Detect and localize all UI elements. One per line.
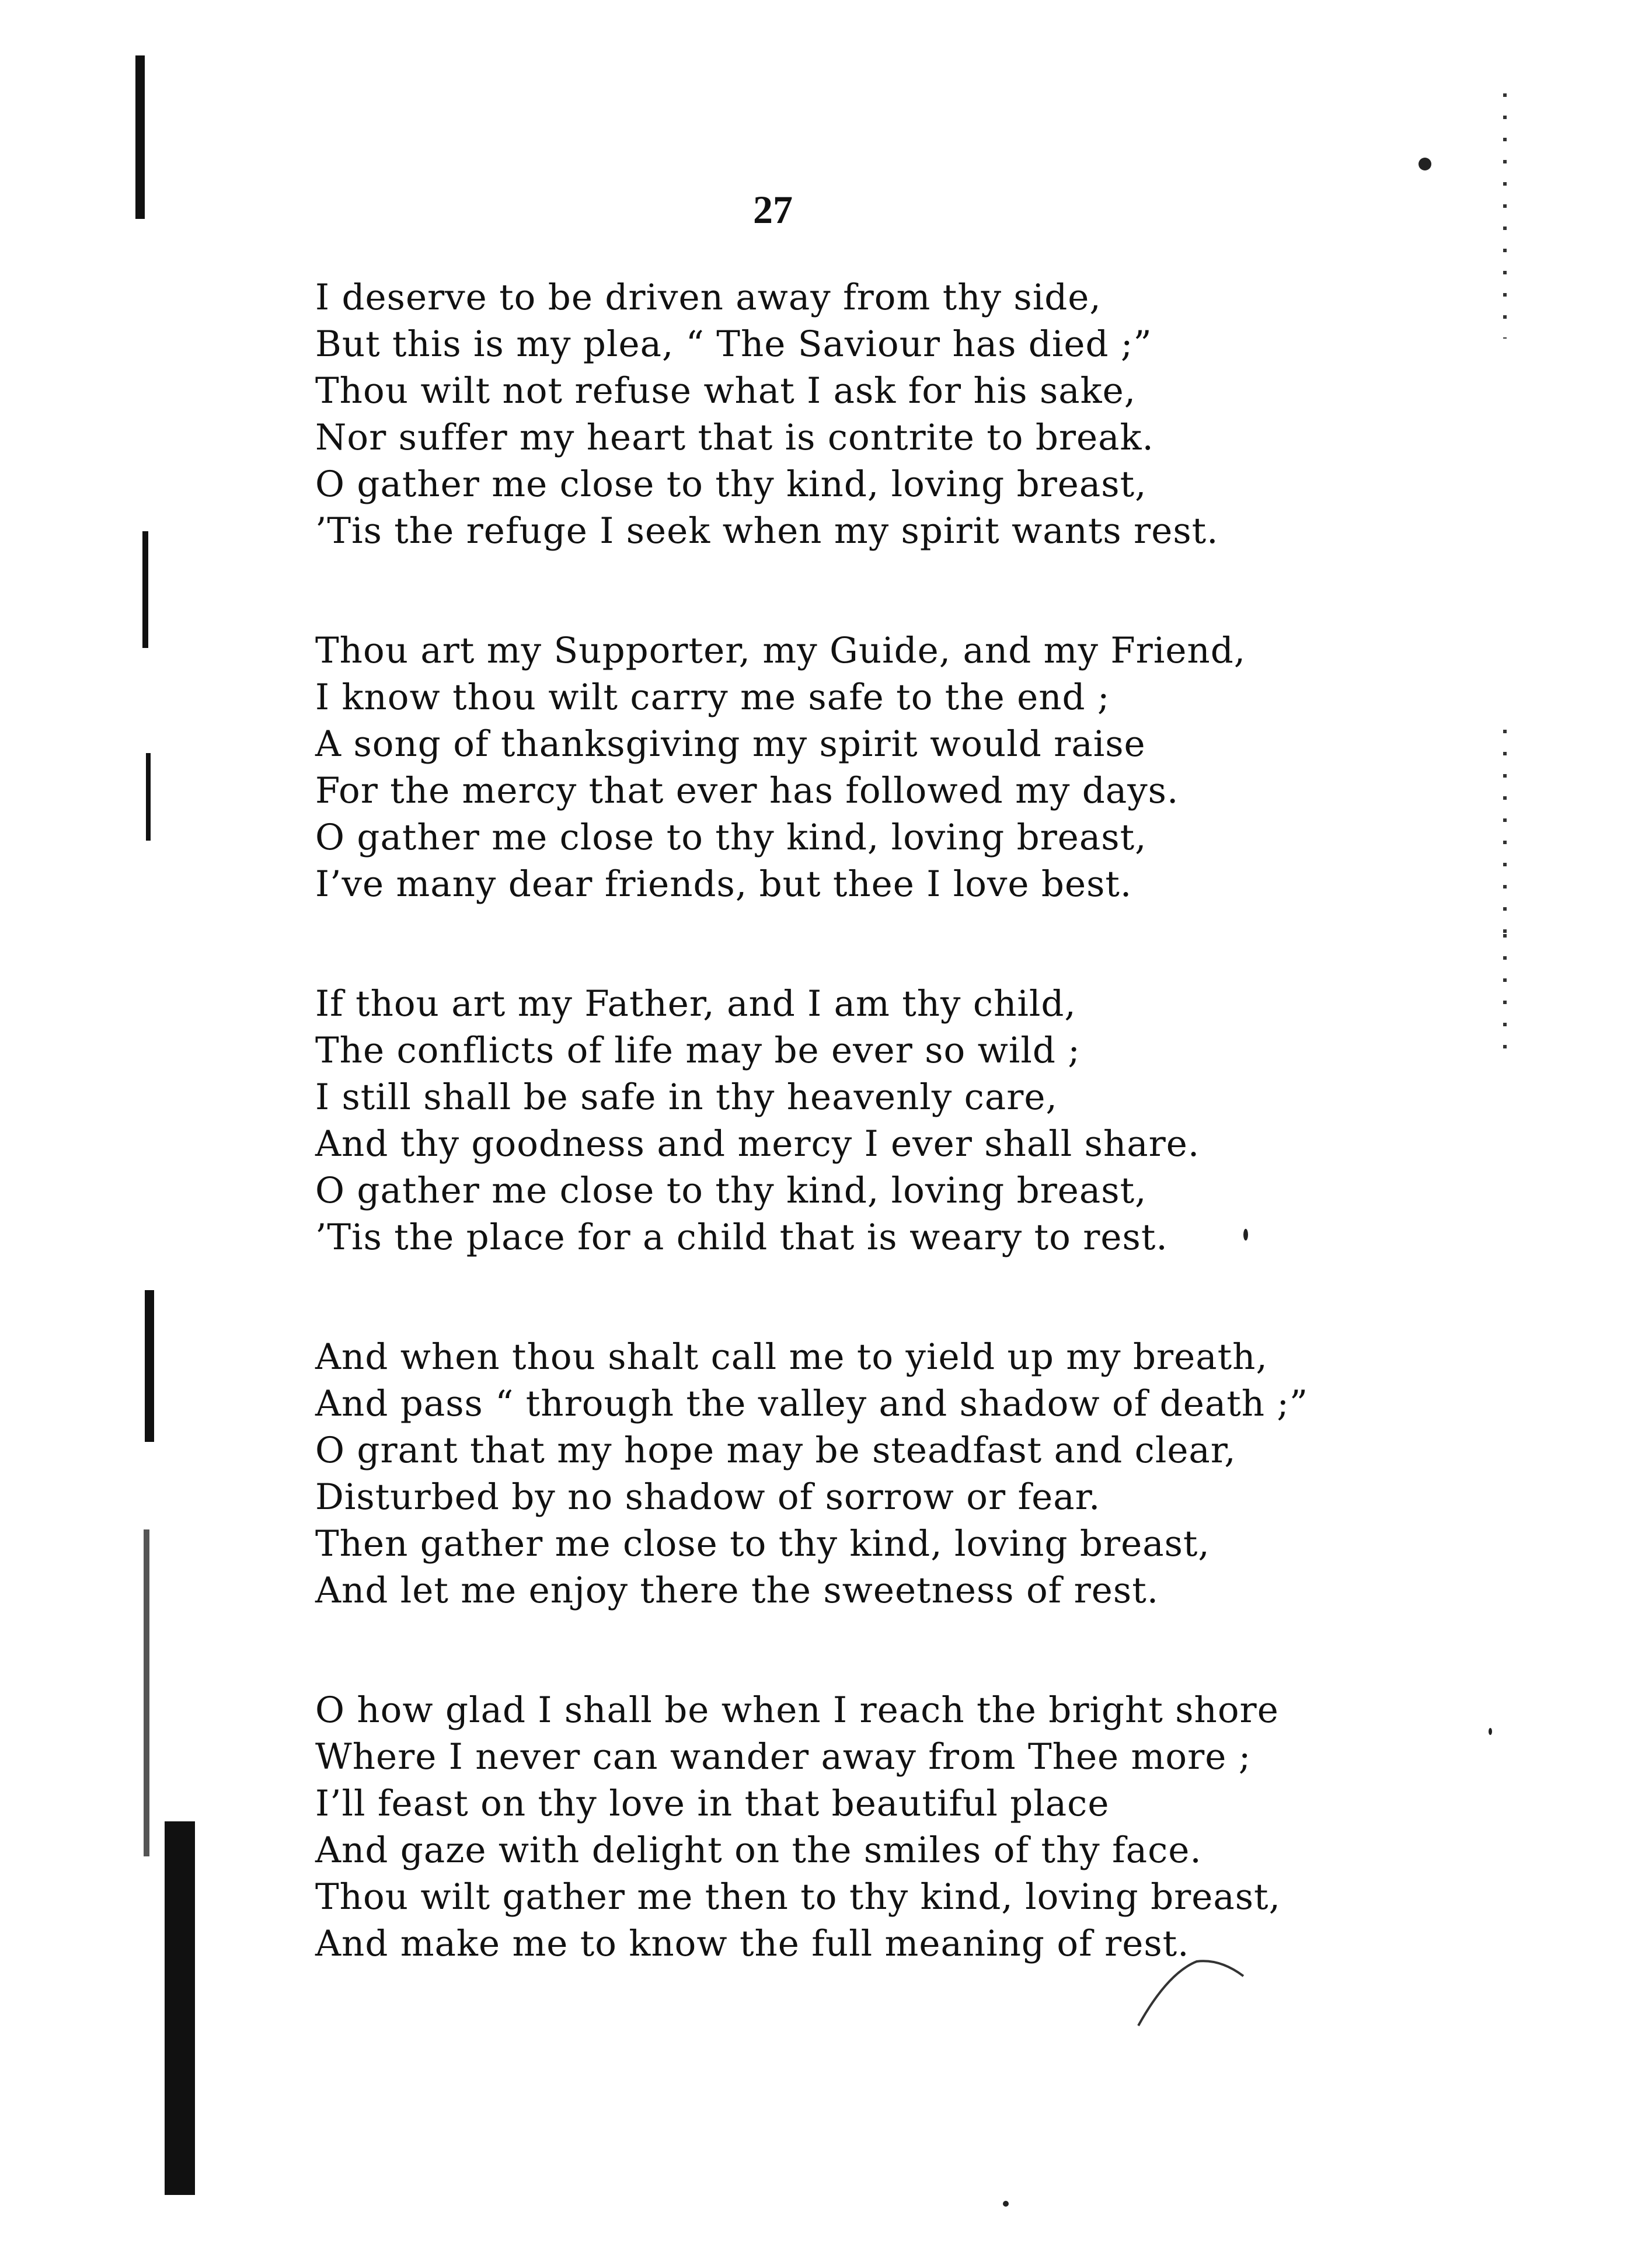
poem-line: Thou wilt not refuse what I ask for his sake, [315, 370, 1137, 412]
speck [1489, 1728, 1492, 1735]
poem-line: Then gather me close to thy kind, loving breast, [315, 1523, 1210, 1564]
poem-line: If thou art my Father, and I am thy child, [315, 983, 1076, 1025]
page-number: 27 [753, 187, 793, 232]
poem-line: O how glad I shall be when I reach the bright shore [315, 1689, 1279, 1731]
binding-edge-foot [165, 1821, 195, 2195]
poem-line: And let me enjoy there the sweetness of rest. [315, 1570, 1159, 1611]
poem-line: ’Tis the place for a child that is weary to rest. [315, 1217, 1168, 1258]
stanza [315, 1687, 1366, 1967]
poem-line: Thou art my Supporter, my Guide, and my Friend, [315, 630, 1246, 671]
binding-edge-bottom [144, 1529, 149, 1856]
poem-line: I deserve to be driven away from thy side, [315, 277, 1102, 318]
poem-line: And gaze with delight on the smiles of thy face. [315, 1830, 1202, 1871]
stanza [315, 274, 1366, 555]
poem-line: Thou wilt gather me then to thy kind, loving breast, [315, 1876, 1281, 1918]
poem-line: And make me to know the full meaning of rest. [315, 1923, 1190, 1964]
poem-line: I’ve many dear friends, but thee I love best. [315, 863, 1132, 905]
poem-line: And when thou shalt call me to yield up my breath, [315, 1336, 1268, 1378]
binding-edge-top [135, 55, 145, 219]
stanza [315, 1334, 1366, 1614]
poem-line: And thy goodness and mercy I ever shall share. [315, 1123, 1200, 1165]
poem-line: I’ll feast on thy love in that beautiful place [315, 1783, 1110, 1824]
stanza [315, 628, 1366, 908]
poem-line: O gather me close to thy kind, loving breast, [315, 1170, 1147, 1211]
poem-line: O grant that my hope may be steadfast and clear, [315, 1430, 1236, 1471]
poem-line: And pass “ through the valley and shadow of death ;” [315, 1383, 1309, 1424]
poem-line: O gather me close to thy kind, loving breast, [315, 464, 1147, 505]
edge-specks-lower [1503, 934, 1507, 1062]
poem-line: The conflicts of life may be ever so wild ; [315, 1030, 1081, 1071]
poem-line: Nor suffer my heart that is contrite to break. [315, 417, 1154, 458]
binding-edge-mid [146, 753, 151, 841]
poem-line: ’Tis the refuge I seek when my spirit wants rest. [315, 510, 1219, 552]
edge-specks-mid [1503, 730, 1507, 952]
poem-line: But this is my plea, “ The Saviour has died ;” [315, 323, 1152, 365]
poem-line: For the mercy that ever has followed my days. [315, 770, 1179, 811]
speck [1419, 158, 1431, 170]
speck [1003, 2201, 1009, 2207]
stanza [315, 981, 1366, 1261]
binding-edge-lower [145, 1290, 154, 1442]
poem [315, 274, 1366, 2040]
edge-specks-top [1503, 93, 1507, 339]
binding-edge-upper [142, 531, 148, 648]
poem-line: Disturbed by no shadow of sorrow or fear. [315, 1476, 1101, 1518]
poem-line: Where I never can wander away from Thee more ; [315, 1736, 1252, 1778]
poem-line: O gather me close to thy kind, loving breast, [315, 817, 1147, 858]
poem-line: I still shall be safe in thy heavenly care, [315, 1076, 1058, 1118]
poem-line: A song of thanksgiving my spirit would raise [315, 723, 1146, 765]
poem-line: I know thou wilt carry me safe to the end ; [315, 677, 1110, 718]
